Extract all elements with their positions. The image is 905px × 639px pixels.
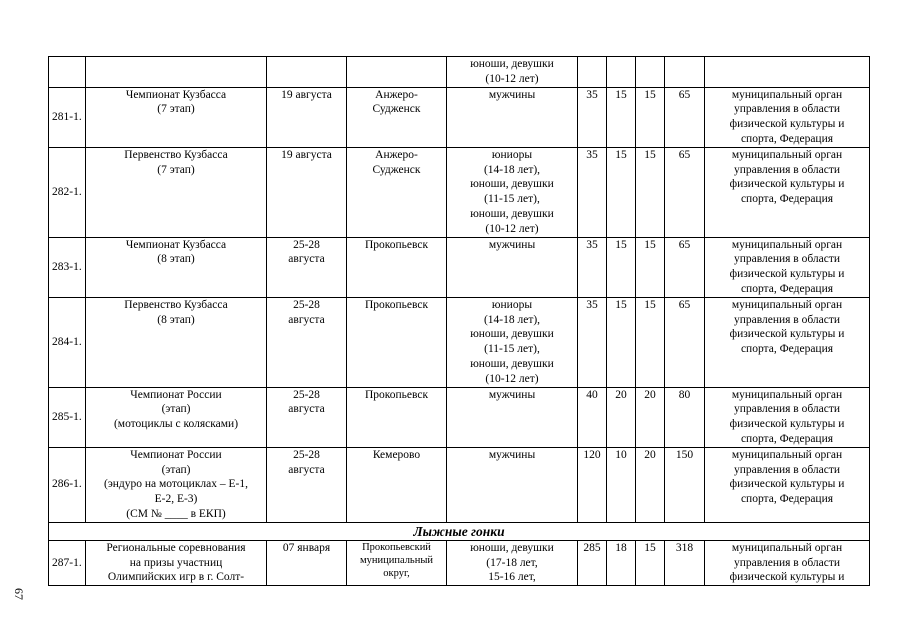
cell-n2: 15 — [607, 297, 636, 387]
date-line: 25-28 — [293, 448, 320, 461]
table-row — [49, 297, 870, 387]
organizer-line: спорта, Федерация — [740, 193, 834, 206]
date-line: 07 января — [282, 541, 331, 554]
category-line: 15-16 лет, — [488, 571, 536, 584]
organizer-line: физической культуры и — [729, 571, 845, 584]
cell-organizer — [705, 387, 870, 447]
cell-date — [267, 297, 347, 387]
name-line: (СМ № ____ в ЕКП) — [126, 507, 226, 520]
organizer-line: спорта, Федерация — [740, 343, 834, 356]
organizer-line: управления в области — [733, 103, 841, 116]
date-line: августа — [288, 403, 325, 416]
cell-category — [447, 387, 578, 447]
table-row-continued — [49, 57, 870, 88]
table-row — [49, 237, 870, 297]
category-line: мужчины — [488, 238, 536, 251]
competition-schedule-table — [48, 56, 870, 586]
category-line: юноши, девушки — [470, 328, 554, 341]
cell-name — [86, 387, 267, 447]
name-line: Чемпионат России — [130, 448, 222, 461]
name-line: Чемпионат России — [130, 388, 222, 401]
table-row — [49, 387, 870, 447]
place-line: Анжеро- — [375, 88, 418, 101]
cell-n3 — [636, 57, 665, 88]
cell-organizer — [705, 57, 870, 88]
name-line: Е-2, Е-3) — [154, 493, 198, 506]
date-line: августа — [288, 313, 325, 326]
cell-place — [347, 87, 447, 147]
cell-name — [86, 147, 267, 237]
place-line: муниципальный — [359, 554, 434, 566]
cell-name — [86, 87, 267, 147]
cell-place — [347, 540, 447, 585]
name-line: (8 этап) — [157, 253, 195, 266]
cell-category — [447, 237, 578, 297]
cell-num: 283-1. — [49, 237, 86, 297]
category-line: юниоры — [491, 298, 533, 311]
cell-organizer — [705, 297, 870, 387]
cell-n2: 15 — [607, 147, 636, 237]
organizer-line: муниципальный орган — [731, 148, 843, 161]
cell-place — [347, 237, 447, 297]
organizer-line: спорта, Федерация — [740, 132, 834, 145]
name-line: Первенство Кузбасса — [124, 148, 228, 161]
category-line: юноши, девушки — [470, 357, 554, 370]
cell-n1: 40 — [578, 387, 607, 447]
category-line: (10-12 лет) — [485, 372, 539, 385]
cell-n3: 20 — [636, 447, 665, 522]
name-line: (этап) — [161, 463, 191, 476]
category-line: юноши, девушки — [470, 207, 554, 220]
organizer-line: муниципальный орган — [731, 238, 843, 251]
organizer-line: спорта, Федерация — [740, 282, 834, 295]
cell-n2: 20 — [607, 387, 636, 447]
cell-num — [49, 57, 86, 88]
category-line: юниоры — [491, 148, 533, 161]
cell-category — [447, 147, 578, 237]
date-line: 25-28 — [293, 388, 320, 401]
cell-place — [347, 297, 447, 387]
cell-num: 286-1. — [49, 447, 86, 522]
cell-n4: 65 — [665, 87, 705, 147]
name-line: (этап) — [161, 403, 191, 416]
cell-name — [86, 237, 267, 297]
cell-n4: 150 — [665, 447, 705, 522]
place-line: Прокопьевск — [364, 388, 429, 401]
cell-num: 282-1. — [49, 147, 86, 237]
name-line: (7 этап) — [157, 163, 195, 176]
organizer-line: управления в области — [733, 463, 841, 476]
date-line: августа — [288, 253, 325, 266]
cell-n1: 35 — [578, 237, 607, 297]
organizer-line: физической культуры и — [729, 328, 845, 341]
organizer-line: физической культуры и — [729, 118, 845, 131]
section-row — [49, 522, 870, 540]
cell-n4 — [665, 57, 705, 88]
organizer-line: управления в области — [733, 556, 841, 569]
cell-organizer — [705, 447, 870, 522]
cell-n4: 65 — [665, 297, 705, 387]
place-line: Анжеро- — [375, 148, 418, 161]
cell-name — [86, 297, 267, 387]
cell-n2 — [607, 57, 636, 88]
organizer-line: муниципальный орган — [731, 298, 843, 311]
organizer-line: муниципальный орган — [731, 388, 843, 401]
cell-organizer — [705, 87, 870, 147]
cell-n4: 65 — [665, 237, 705, 297]
page-number: 67 — [12, 588, 26, 600]
cell-organizer — [705, 147, 870, 237]
name-line: на призы участниц — [129, 556, 223, 569]
date-line: 19 августа — [281, 88, 332, 101]
organizer-line: муниципальный орган — [731, 541, 843, 554]
table-row — [49, 87, 870, 147]
cell-n1: 35 — [578, 87, 607, 147]
organizer-line: управления в области — [733, 313, 841, 326]
cell-place — [347, 387, 447, 447]
cell-n2: 15 — [607, 237, 636, 297]
cell-n1 — [578, 57, 607, 88]
cell-n3: 15 — [636, 237, 665, 297]
place-line: Судженск — [372, 103, 421, 116]
place-line: Судженск — [372, 163, 421, 176]
organizer-line: управления в области — [733, 253, 841, 266]
organizer-line: спорта, Федерация — [740, 432, 834, 445]
table-row — [49, 540, 870, 585]
name-line: Чемпионат Кузбасса — [125, 88, 227, 101]
category-line: юноши, девушки — [470, 178, 554, 191]
name-line: (эндуро на мотоциклах – Е-1, — [104, 478, 248, 491]
cell-n3: 20 — [636, 387, 665, 447]
cell-num: 285-1. — [49, 387, 86, 447]
place-line: Кемерово — [372, 448, 421, 461]
category-line: (17-18 лет, — [486, 556, 538, 569]
name-line: Чемпионат Кузбасса — [125, 238, 227, 251]
name-line: (мотоциклы с колясками) — [113, 418, 239, 431]
cell-category — [447, 447, 578, 522]
cell-date — [267, 387, 347, 447]
category-line: (11-15 лет), — [484, 343, 540, 356]
cell-num: 281-1. — [49, 87, 86, 147]
table-row — [49, 147, 870, 237]
organizer-line: физической культуры и — [729, 418, 845, 431]
cell-date — [267, 147, 347, 237]
cell-date — [267, 237, 347, 297]
cell-place — [347, 57, 447, 88]
cell-place — [347, 147, 447, 237]
cell-n1: 285 — [578, 540, 607, 585]
cell-num: 284-1. — [49, 297, 86, 387]
category-line: мужчины — [488, 388, 536, 401]
cell-n3: 15 — [636, 297, 665, 387]
category-line: (14-18 лет), — [483, 163, 541, 176]
cell-date — [267, 87, 347, 147]
cell-date — [267, 57, 347, 88]
cell-num: 287-1. — [49, 540, 86, 585]
category-line: (10-12 лет) — [485, 222, 539, 235]
organizer-line: спорта, Федерация — [740, 493, 834, 506]
date-line: 25-28 — [293, 298, 320, 311]
organizer-line: управления в области — [733, 403, 841, 416]
name-line: Олимпийских игр в г. Солт- — [107, 571, 245, 584]
date-line: 19 августа — [281, 148, 332, 161]
name-line: Первенство Кузбасса — [124, 298, 228, 311]
organizer-line: физической культуры и — [729, 178, 845, 191]
organizer-line: управления в области — [733, 163, 841, 176]
cell-name — [86, 57, 267, 88]
cell-name — [86, 540, 267, 585]
cell-n3: 15 — [636, 147, 665, 237]
cell-name — [86, 447, 267, 522]
category-line: (10-12 лет) — [485, 72, 539, 85]
cell-n3: 15 — [636, 87, 665, 147]
cell-date — [267, 447, 347, 522]
organizer-line: физической культуры и — [729, 268, 845, 281]
name-line: (7 этап) — [157, 103, 195, 116]
place-line: округ, — [383, 567, 410, 579]
cell-organizer — [705, 237, 870, 297]
category-line: (14-18 лет), — [483, 313, 541, 326]
cell-n1: 120 — [578, 447, 607, 522]
name-line: (8 этап) — [157, 313, 195, 326]
place-line: Прокопьевск — [364, 238, 429, 251]
name-line: Региональные соревнования — [106, 541, 246, 554]
cell-n4: 65 — [665, 147, 705, 237]
place-line: Прокопьевск — [364, 298, 429, 311]
date-line: августа — [288, 463, 325, 476]
category-line: (11-15 лет), — [484, 193, 540, 206]
date-line: 25-28 — [293, 238, 320, 251]
cell-n1: 35 — [578, 297, 607, 387]
organizer-line: муниципальный орган — [731, 448, 843, 461]
cell-n2: 10 — [607, 447, 636, 522]
cell-n2: 15 — [607, 87, 636, 147]
cell-place — [347, 447, 447, 522]
cell-organizer — [705, 540, 870, 585]
cell-category — [447, 540, 578, 585]
category-line: мужчины — [488, 88, 536, 101]
table-row — [49, 447, 870, 522]
cell-n1: 35 — [578, 147, 607, 237]
cell-n4: 318 — [665, 540, 705, 585]
category-line: мужчины — [488, 448, 536, 461]
cell-category — [447, 297, 578, 387]
section-title: Лыжные гонки — [49, 522, 870, 540]
cell-n2: 18 — [607, 540, 636, 585]
category-line: юноши, девушки — [470, 541, 554, 554]
cell-category — [447, 87, 578, 147]
category-line: юноши, девушки — [470, 58, 554, 70]
organizer-line: муниципальный орган — [731, 88, 843, 101]
cell-n4: 80 — [665, 387, 705, 447]
cell-category — [447, 57, 578, 88]
cell-n3: 15 — [636, 540, 665, 585]
cell-date — [267, 540, 347, 585]
place-line: Прокопьевский — [362, 541, 431, 553]
organizer-line: физической культуры и — [729, 478, 845, 491]
